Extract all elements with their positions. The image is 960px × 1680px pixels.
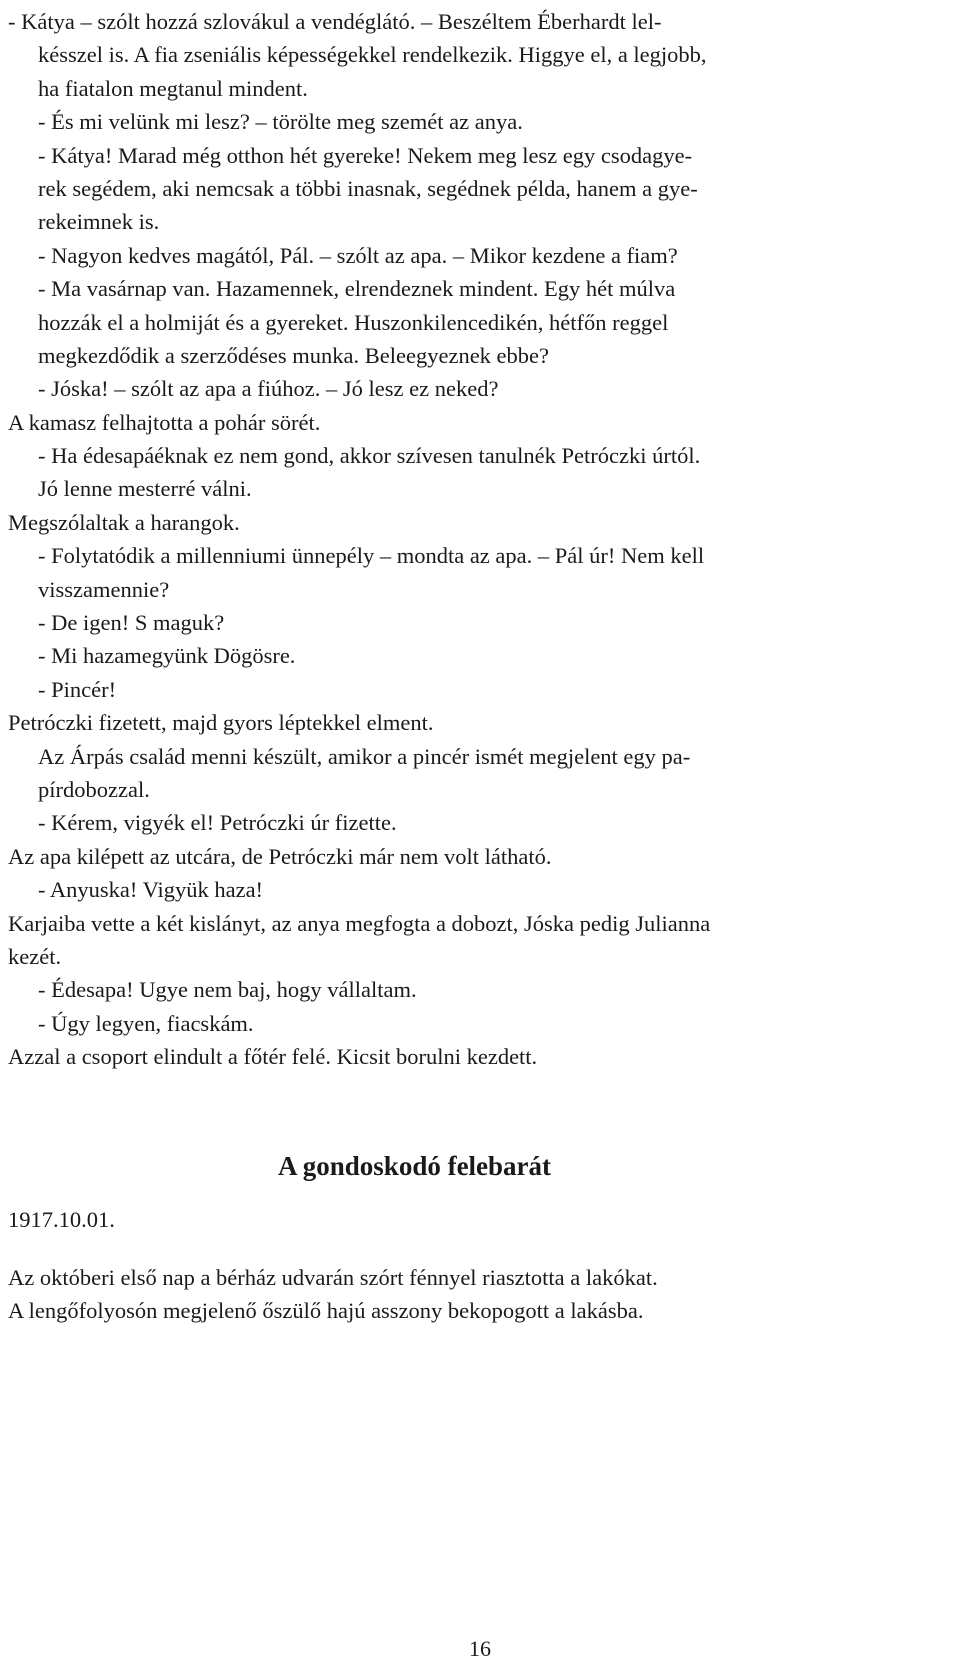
text-line: - Ha édesapáéknak ez nem gond, akkor szívesen tanulnék Petróczki úrtól. bbox=[38, 443, 701, 469]
text-line: késszel is. A fia zseniális képességekkel rendelkezik. Higgye el, a legjobb, bbox=[38, 42, 707, 68]
section-gap bbox=[8, 1074, 953, 1141]
text-line: - Folytatódik a millenniumi ünnepély – mondta az apa. – Pál úr! Nem kell bbox=[38, 543, 705, 569]
text-line: - Jóska! – szólt az apa a fiúhoz. – Jó lesz ez neked? bbox=[38, 376, 499, 402]
text-line: Az Árpás család menni készült, amikor a pincér ismét megjelent egy pa- bbox=[38, 743, 691, 769]
text-line: - Mi hazamegyünk Dögösre. bbox=[38, 643, 296, 669]
text-line: rekeimnek is. bbox=[38, 209, 160, 235]
text-line: - De igen! S maguk? bbox=[38, 610, 225, 636]
text-line: Megszólaltak a harangok. bbox=[8, 509, 240, 535]
text-line: visszamennie? bbox=[38, 576, 170, 602]
text-line: - És mi velünk mi lesz? – törölte meg szemét az anya. bbox=[38, 109, 523, 135]
text-line: - Anyuska! Vigyük haza! bbox=[38, 877, 264, 903]
text-line: A lengőfolyosón megjelenő őszülő hajú asszony bekopogott a lakásba. bbox=[8, 1297, 644, 1323]
text-line: Jó lenne mesterré válni. bbox=[38, 476, 252, 502]
text-line: - Kátya – szólt hozzá szlovákul a vendéglátó. – Beszéltem Éberhardt lel- bbox=[8, 9, 662, 34]
text-line: - Úgy legyen, fiacskám. bbox=[38, 1010, 254, 1036]
body-text bbox=[8, 5, 953, 1327]
text-line: - Kátya! Marad még otthon hét gyereke! Nekem meg lesz egy csodagye- bbox=[38, 142, 693, 168]
text-line: rek segédem, aki nemcsak a többi inasnak, segédnek példa, hanem a gye- bbox=[38, 175, 698, 201]
text-line: - Kérem, vigyék el! Petróczki úr fizette. bbox=[38, 810, 397, 836]
text-line: Karjaiba vette a két kislányt, az anya megfogta a dobozt, Jóska pedig Julianna bbox=[8, 910, 711, 936]
text-line: Az októberi első nap a bérház udvarán szórt fénnyel riasztotta a lakókat. bbox=[8, 1264, 658, 1290]
text-line: megkezdődik a szerződéses munka. Beleegyeznek ebbe? bbox=[38, 342, 550, 368]
text-section-top bbox=[8, 5, 953, 1074]
text-line: - Édesapa! Ugye nem baj, hogy vállaltam. bbox=[38, 977, 417, 1003]
chapter-title: A gondoskodó felebarát bbox=[278, 1150, 552, 1181]
text-line: - Ma vasárnap van. Hazamennek, elrendeznek mindent. Egy hét múlva bbox=[38, 276, 676, 302]
text-line: - Nagyon kedves magától, Pál. – szólt az apa. – Mikor kezdene a fiam? bbox=[38, 242, 678, 268]
text-line: A kamasz felhajtotta a pohár sörét. bbox=[8, 409, 321, 435]
text-line: hozzák el a holmiját és a gyereket. Huszonkilencedikén, hétfőn reggel bbox=[38, 309, 669, 335]
text-line: pírdobozzal. bbox=[38, 776, 150, 802]
text-line: ha fiatalon megtanul mindent. bbox=[38, 75, 308, 101]
text-line: Petróczki fizetett, majd gyors léptekkel elment. bbox=[8, 710, 434, 736]
chapter-date: 1917.10.01. bbox=[8, 1206, 115, 1232]
text-line: kezét. bbox=[8, 943, 62, 969]
chapter-header bbox=[8, 1141, 953, 1281]
page-number: 16 bbox=[469, 1636, 491, 1661]
text-line: - Pincér! bbox=[38, 676, 117, 702]
text-line: Az apa kilépett az utcára, de Petróczki már nem volt látható. bbox=[8, 843, 552, 869]
text-line: Azzal a csoport elindult a főtér felé. Kicsit borulni kezdett. bbox=[8, 1044, 538, 1070]
